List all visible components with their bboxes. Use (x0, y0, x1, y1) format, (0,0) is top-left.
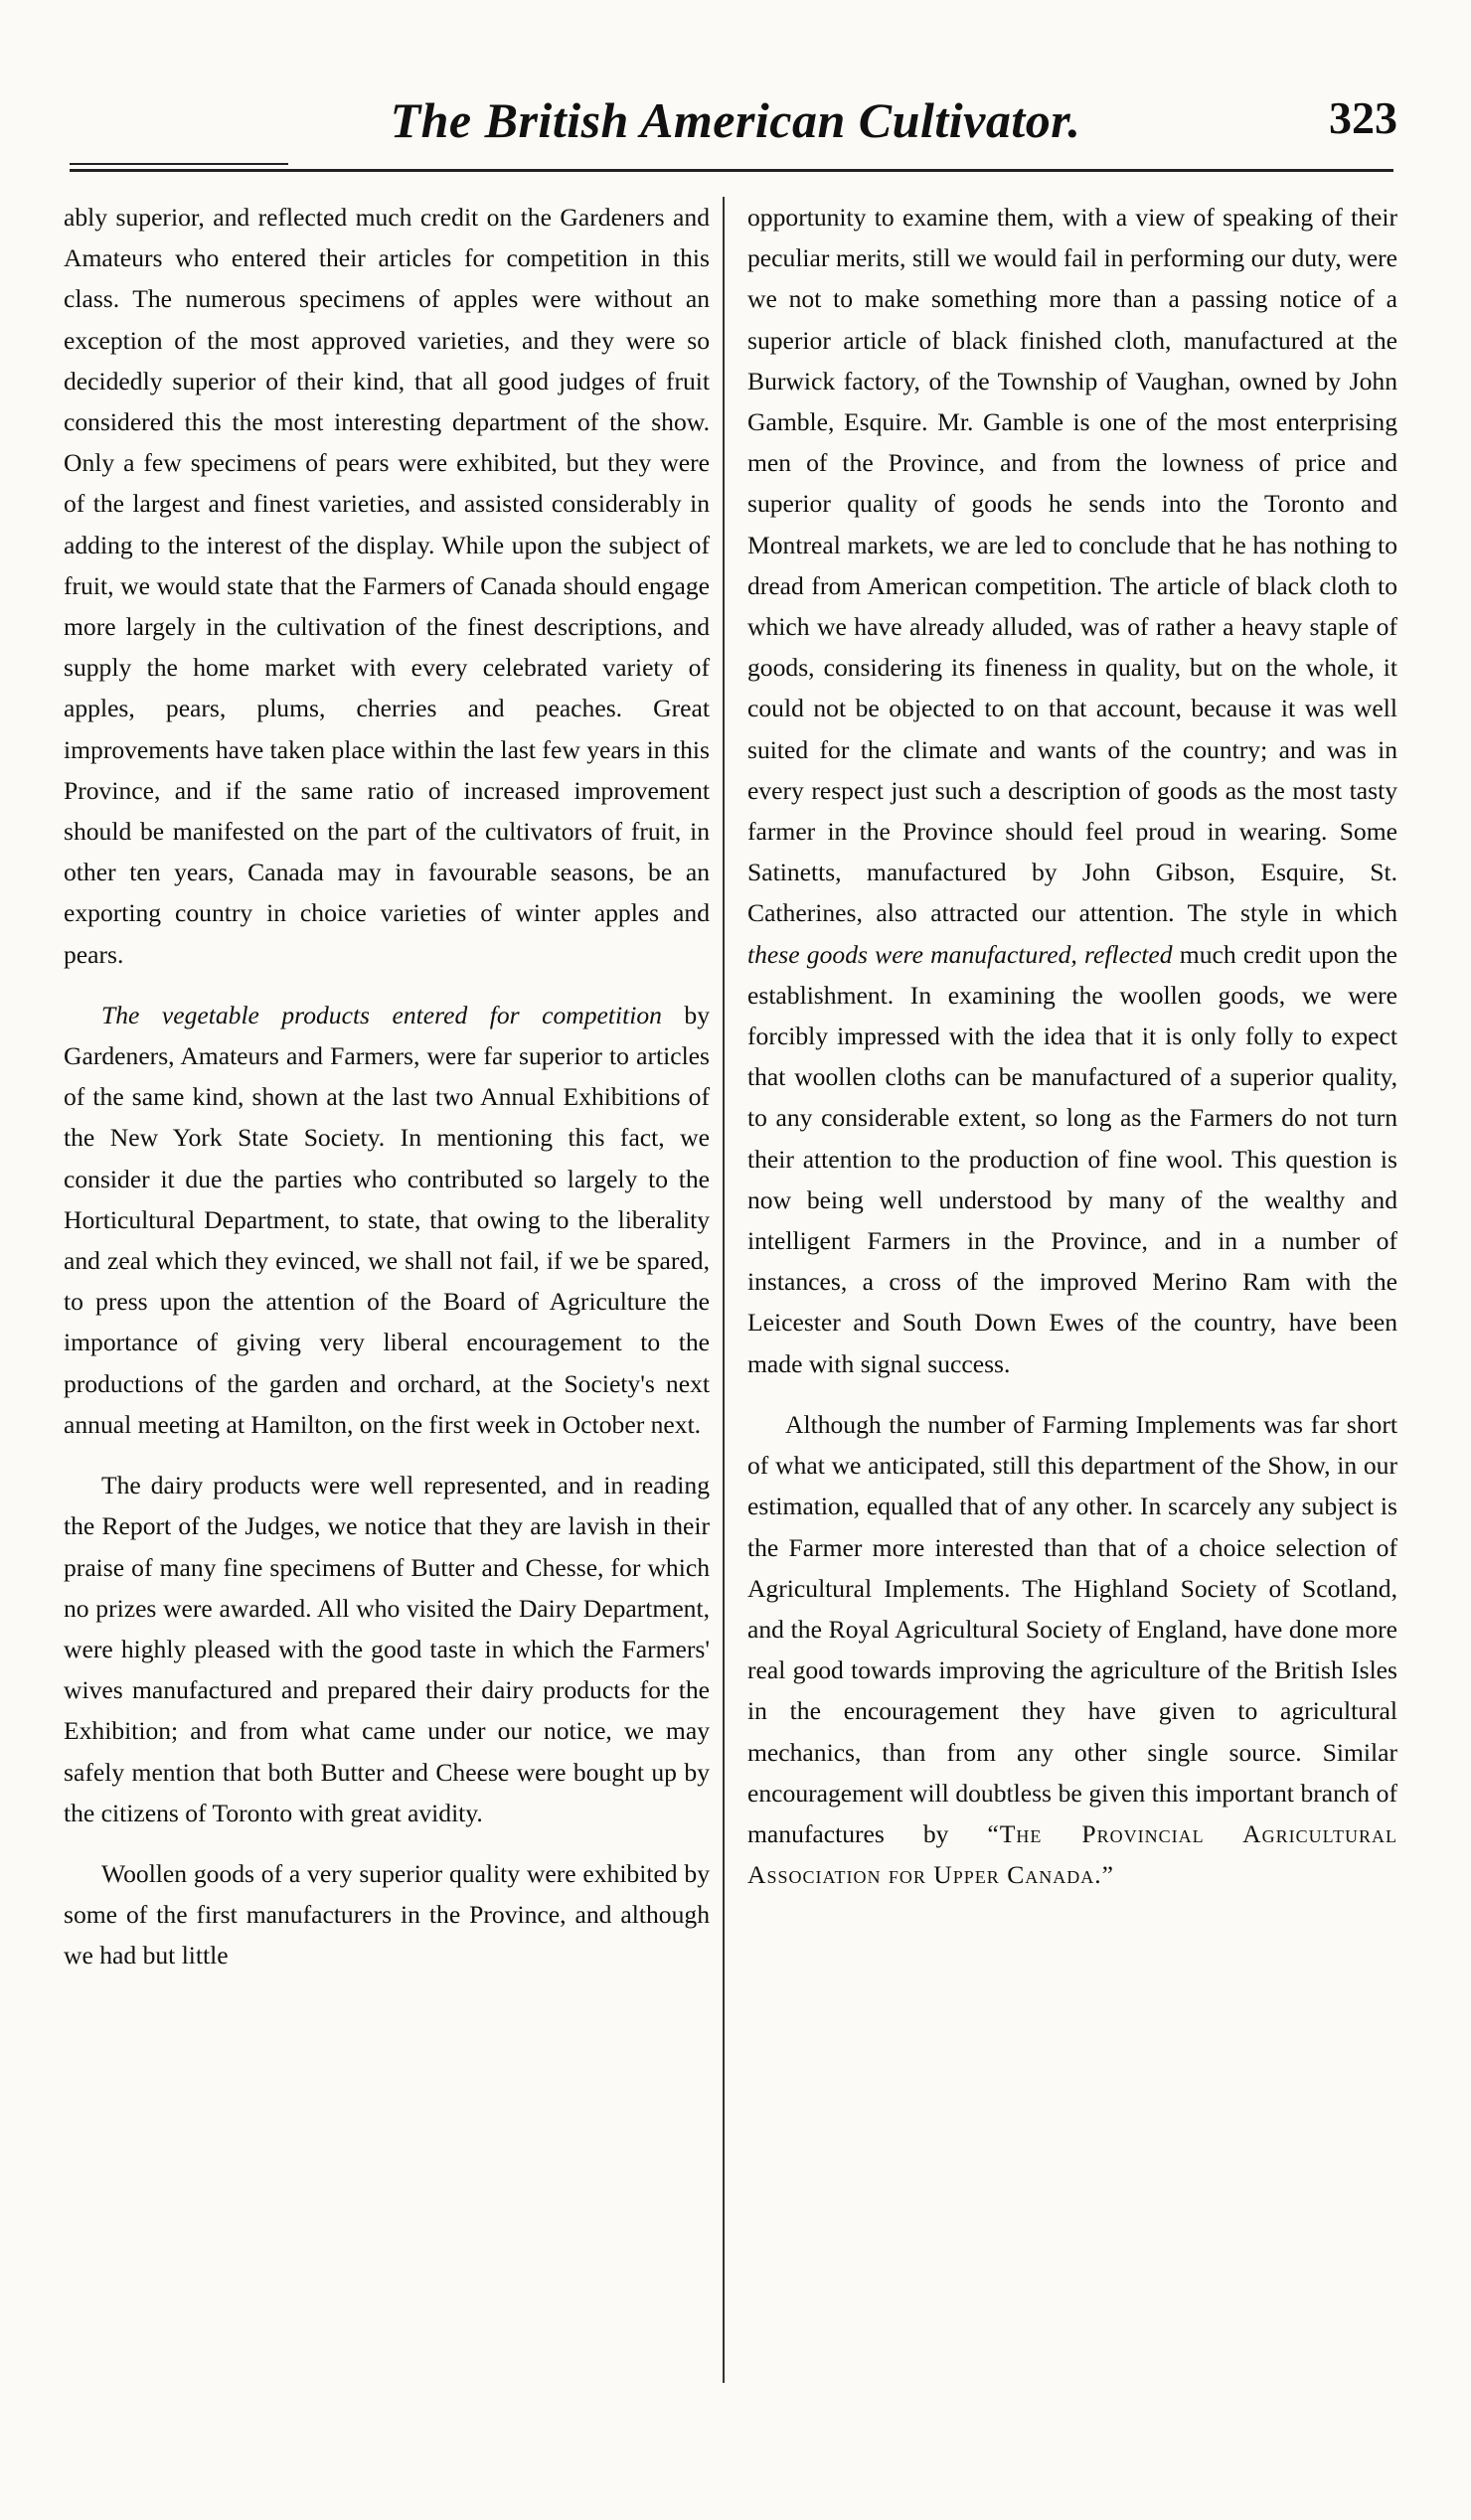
paragraph-woollen-body: opportunity to examine them, with a view of speaking of their peculiar merits, still we would fail in performing our duty, were we not to make something more than a passing notice of a superior article of black finished cloth, manufactured at the Burwick factory, of the Township of Vaughan, owned by John Gamble, Esquire. Mr. Gamble is one of the most enterprising men of the Province, and from the lowness of price and superior quality of goods he sends into the Toronto and Montreal markets, we are led to conclude that he has nothing to dread from American competition. The article of black cloth to which we have already alluded, was of rather a heavy staple of goods, considering its fineness in quality, but on the whole, it could not be objected to on that account, because it was well suited for the climate and wants of the country; and was in every respect just such a description of goods as the most tasty farmer in the Province should feel proud in wearing. Some Satinetts, manufactured by John Gibson, Esquire, St. Catherines, also attracted our attention. The style in which (747, 203, 1397, 928)
paragraph-vegetables-body: by Gardeners, Amateurs and Farmers, were far superior to articles of the same kind, shown at the last two Annual Exhibitions of the New York State Society. In mentioning this fact, we consider it due the parties who contributed so largely to the Horticultural Department, to state, that owing to the liberality and zeal which they evinced, we shall not fail, if we be spared, to press upon the attention of the Board of Agriculture the importance of giving very liberal encouragement to the productions of the garden and orchard, at the Society's next annual meeting at Hamilton, on the first week in October next. (64, 1000, 710, 1439)
header-rule (70, 169, 1393, 172)
association-name: “The Provincial Agricultural Association for Upper Canada.” (747, 1818, 1398, 1890)
paragraph-dairy: The dairy products were well represented, and in reading the Report of the Judges, we notice that they are lavish in their praise of many fine specimens of Butter and Chesse, for which no prizes were awarded. All who visited the Dairy Department, were highly pleased with the good taste in which the Farmers' wives manufactured and prepared their dairy products for the Exhibition; and from what came under our notice, we may safely mention that both Butter and Cheese were bought up by the citizens of Toronto with great avidity. (64, 1471, 710, 1827)
header-accent-rule (70, 163, 288, 165)
left-column (64, 197, 710, 1976)
paragraph-woollen-tail: much credit upon the establishment. In examining the woollen goods, we were forcibly impressed with the idea that it is only folly to expect that woollen cloths can be manufactured of a superior quality, to any considerable extent, so long as the Farmers do not turn their attention to the production of fine wool. This question is now being well understood by many of the wealthy and intelligent Farmers in the Province, and in a number of instances, a cross of the improved Merino Ram with the Leicester and South Down Ewes of the country, have been made with signal success. (747, 939, 1397, 1378)
paragraph-woollen-italic: these goods were manufactured, reflected (747, 939, 1173, 969)
paragraph-fruit: ably superior, and reflected much credit on the Gardeners and Amateurs who entered their articles for competition in this class. The numerous specimens of apples were without an exception of the most approved varieties, and they were so decidedly superior of their kind, that all good judges of fruit considered this the most interesting department of the show. Only a few specimens of pears were exhibited, but they were of the largest and finest varieties, and assisted considerably in adding to the interest of the display. While upon the subject of fruit, we would state that the Farmers of Canada should engage more largely in the cultivation of the finest descriptions, and supply the home market with every celebrated variety of apples, pears, plums, cherries and peaches. Great improvements have taken place within the last few years in this Province, and if the same ratio of increased improvement should be manifested on the part of the cultivators of fruit, in other ten years, Canada may in favourable seasons, be an exporting country in choice varieties of winter apples and pears. (64, 203, 710, 969)
paragraph-vegetables-lead: The vegetable products entered for competition (101, 1000, 662, 1029)
page-number: 323 (1329, 92, 1397, 143)
paragraph-woollen-start: Woollen goods of a very superior quality were exhibited by some of the first manufacturers in the Province, and although we had but little (64, 1858, 710, 1970)
paragraph-woollen-continued (747, 197, 1397, 1384)
paragraph-implements (747, 1404, 1397, 1895)
page-header-title: The British American Cultivator. (390, 92, 1081, 148)
paragraph-implements-body: Although the number of Farming Implements was far short of what we anticipated, still this department of the Show, in our estimation, equalled that of any other. In scarcely any subject is the Farmer more interested than that of a choice selection of Agricultural Implements. The Highland Society of Scotland, and the Royal Agricultural Society of England, have done more real good towards improving the agriculture of the British Isles in the encouragement they have given to agricultural mechanics, than from any other single source. Similar encouragement will doubtless be given this important branch of manufactures by (747, 1409, 1397, 1848)
paragraph-vegetables (64, 995, 710, 1445)
column-divider (723, 197, 725, 2383)
right-column (747, 197, 1397, 1895)
